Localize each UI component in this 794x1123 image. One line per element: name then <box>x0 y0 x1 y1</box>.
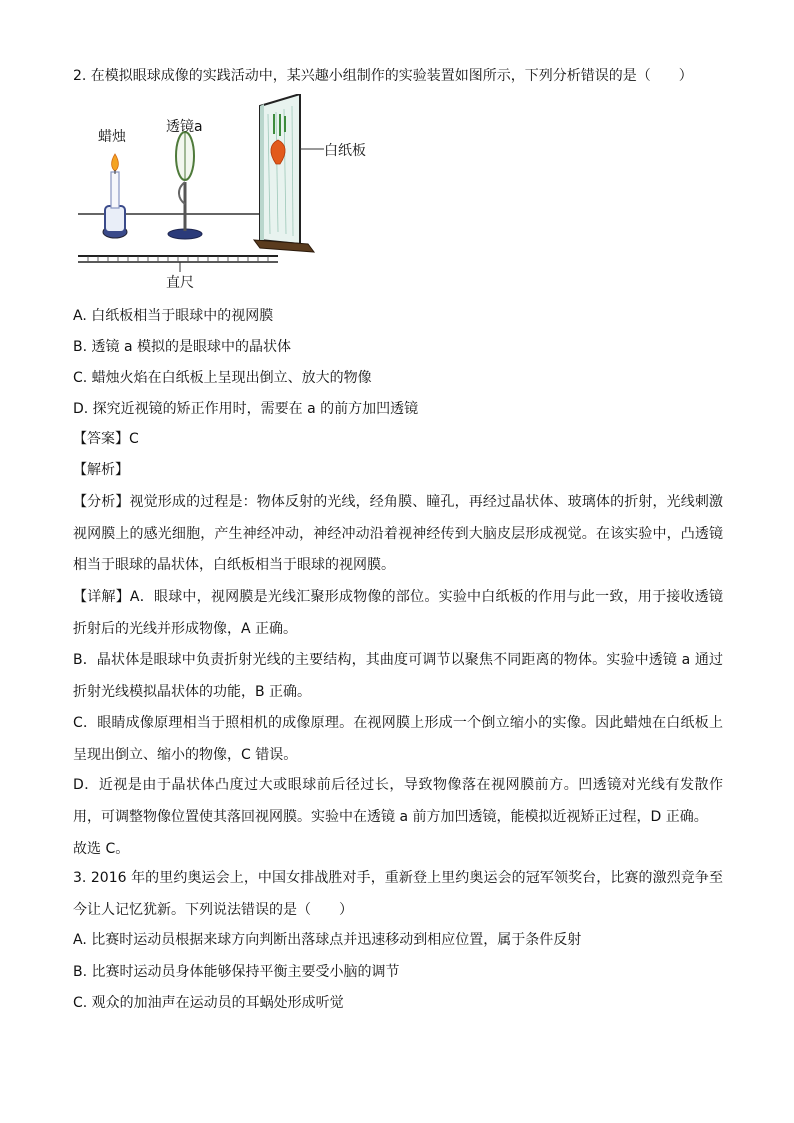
analysis-heading: 【解析】 <box>73 462 129 478</box>
apparatus-figure <box>78 94 378 294</box>
q3-option-b: B. 比赛时运动员身体能够保持平衡主要受小脑的调节 <box>73 964 400 980</box>
lens-label: 透镜a <box>166 119 203 135</box>
detail-c-paragraph: C．眼睛成像原理相当于照相机的成像原理。在视网膜上形成一个倒立缩小的实像。因此蜡烛在白纸板上呈现出倒立、缩小的物像，C 错误。 <box>73 715 723 763</box>
q2-answer <box>73 429 139 449</box>
apparatus-drawing <box>78 94 378 294</box>
q2-option-b: B. 透镜 a 模拟的是眼球中的晶状体 <box>73 339 291 355</box>
question-3-stem: 3. 2016 年的里约奥运会上，中国女排战胜对手，重新登上里约奥运会的冠军领奖台，比赛的激烈竞争至今让人记忆犹新。下列说法错误的是（ ） <box>73 870 723 918</box>
q2-conclusion: 故选 C。 <box>73 841 130 857</box>
analysis-paragraph: 【分析】视觉形成的过程是：物体反射的光线，经角膜、瞳孔，再经过晶状体、玻璃体的折射，光线刺激视网膜上的感光细胞，产生神经冲动，神经冲动沿着视神经传到大脑皮层形成视觉。在该实验中，凸透镜相当于眼球的晶状体，白纸板相当于眼球的视网膜。 <box>73 494 723 573</box>
detail-d-paragraph: D．近视是由于晶状体凸度过大或眼球前后径过长，导致物像落在视网膜前方。凹透镜对光线有发散作用，可调整物像位置使其落回视网膜。实验中在透镜 a 前方加凹透镜，能模拟近视矫正过程，D 正确。 <box>73 777 723 825</box>
candle-label: 蜡烛 <box>98 129 126 145</box>
q3-option-c: C. 观众的加油声在运动员的耳蜗处形成听觉 <box>73 995 344 1011</box>
answer-label: 【答案】 <box>73 431 129 447</box>
detail-b-paragraph: B．晶状体是眼球中负责折射光线的主要结构，其曲度可调节以聚焦不同距离的物体。实验中透镜 a 通过折射光线模拟晶状体的功能，B 正确。 <box>73 652 723 700</box>
detail-a-paragraph: 【详解】A．眼球中，视网膜是光线汇聚形成物像的部位。实验中白纸板的作用与此一致，用于接收透镜折射后的光线并形成物像，A 正确。 <box>73 589 723 637</box>
q3-option-a: A. 比赛时运动员根据来球方向判断出落球点并迅速移动到相应位置，属于条件反射 <box>73 932 582 948</box>
answer-value: C <box>129 431 139 447</box>
q2-option-a: A. 白纸板相当于眼球中的视网膜 <box>73 308 274 324</box>
q2-option-c: C. 蜡烛火焰在白纸板上呈现出倒立、放大的物像 <box>73 370 372 386</box>
screen-label: 白纸板 <box>324 143 366 159</box>
ruler-label: 直尺 <box>166 275 194 291</box>
q2-option-d: D. 探究近视镜的矫正作用时，需要在 a 的前方加凹透镜 <box>73 401 419 417</box>
question-2-stem: 2. 在模拟眼球成像的实践活动中，某兴趣小组制作的实验装置如图所示，下列分析错误的是（ ） <box>73 68 693 84</box>
